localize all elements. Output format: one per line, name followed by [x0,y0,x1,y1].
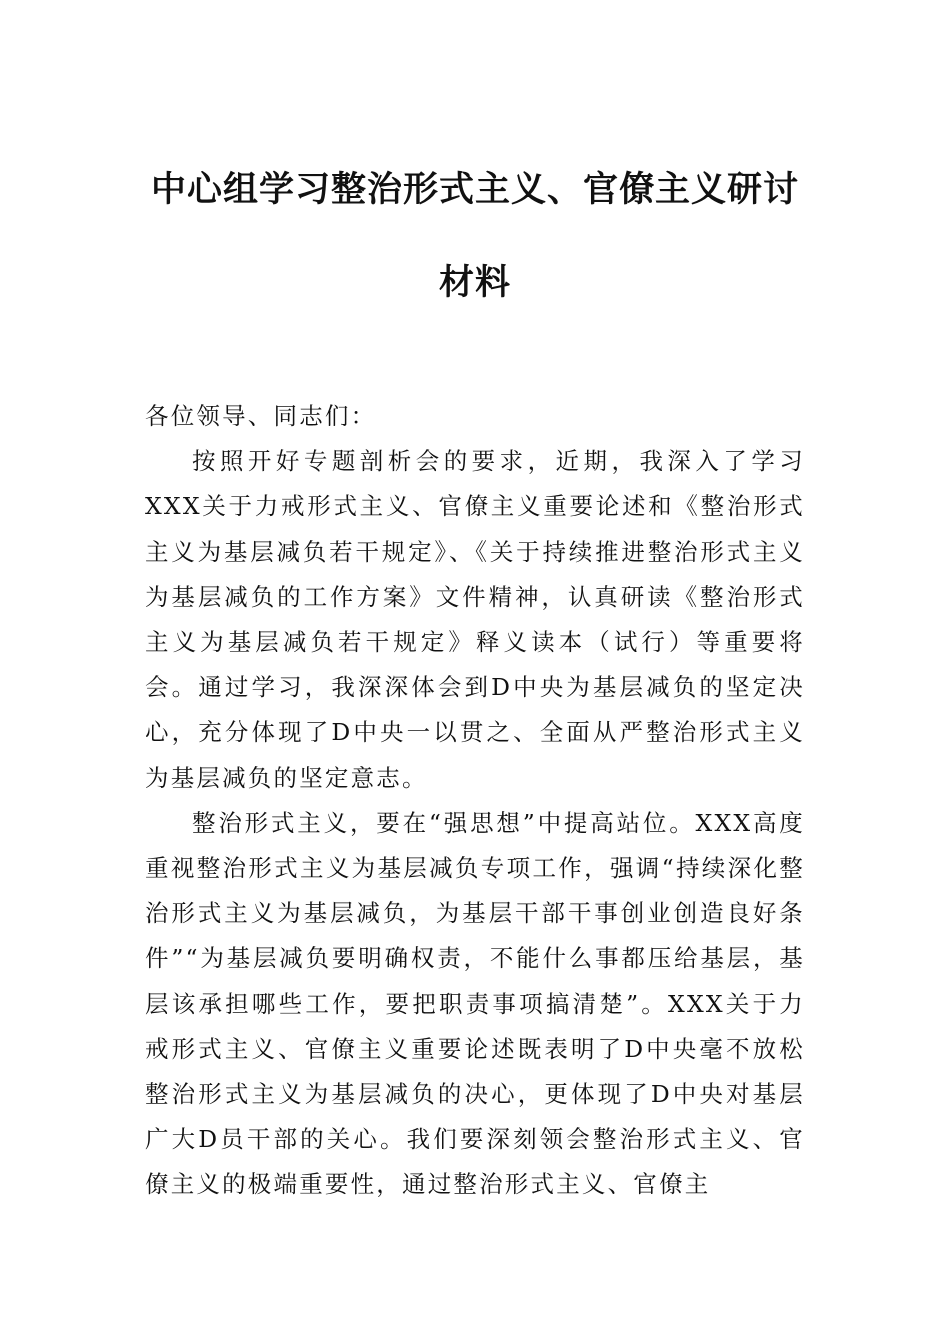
paragraph-2: 整治形式主义，要在“强思想”中提高站位。XXX高度重视整治形式主义为基层减负专项工作，强调“持续深化整治形式主义为基层减负，为基层干部干事创业创造良好条件”“为基层减负要明确权责，不能什么事都压给基层，基层该承担哪些工作，要把职责事项搞清楚”。XXX关于力戒形式主义、官僚主义重要论述既表明了D中央毫不放松整治形式主义为基层减负的决心，更体现了D中央对基层广大D员干部的关心。我们要深刻领会整治形式主义、官僚主义的极端重要性，通过整治形式主义、官僚主 [145,808,805,1199]
title-line-1: 中心组学习整治形式主义、官僚主义研讨 [150,169,799,210]
title-line-2: 材料 [438,262,511,303]
paragraph-1: 按照开好专题剖析会的要求，近期，我深入了学习XXX关于力戒形式主义、官僚主义重要论述和《整治形式主义为基层减负若干规定》、《关于持续推进整治形式主义为基层减负的工作方案》文件精神，认真研读《整治形式主义为基层减负若干规定》释义读本（试行）等重要将会。通过学习，我深深体会到D中央为基层减负的坚定决心，充分体现了D中央一以贯之、全面从严整治形式主义为基层减负的坚定意志。 [145,447,805,792]
document-title [140,166,810,307]
salutation: 各位领导、同志们： [145,402,377,430]
document-body [145,394,805,1208]
